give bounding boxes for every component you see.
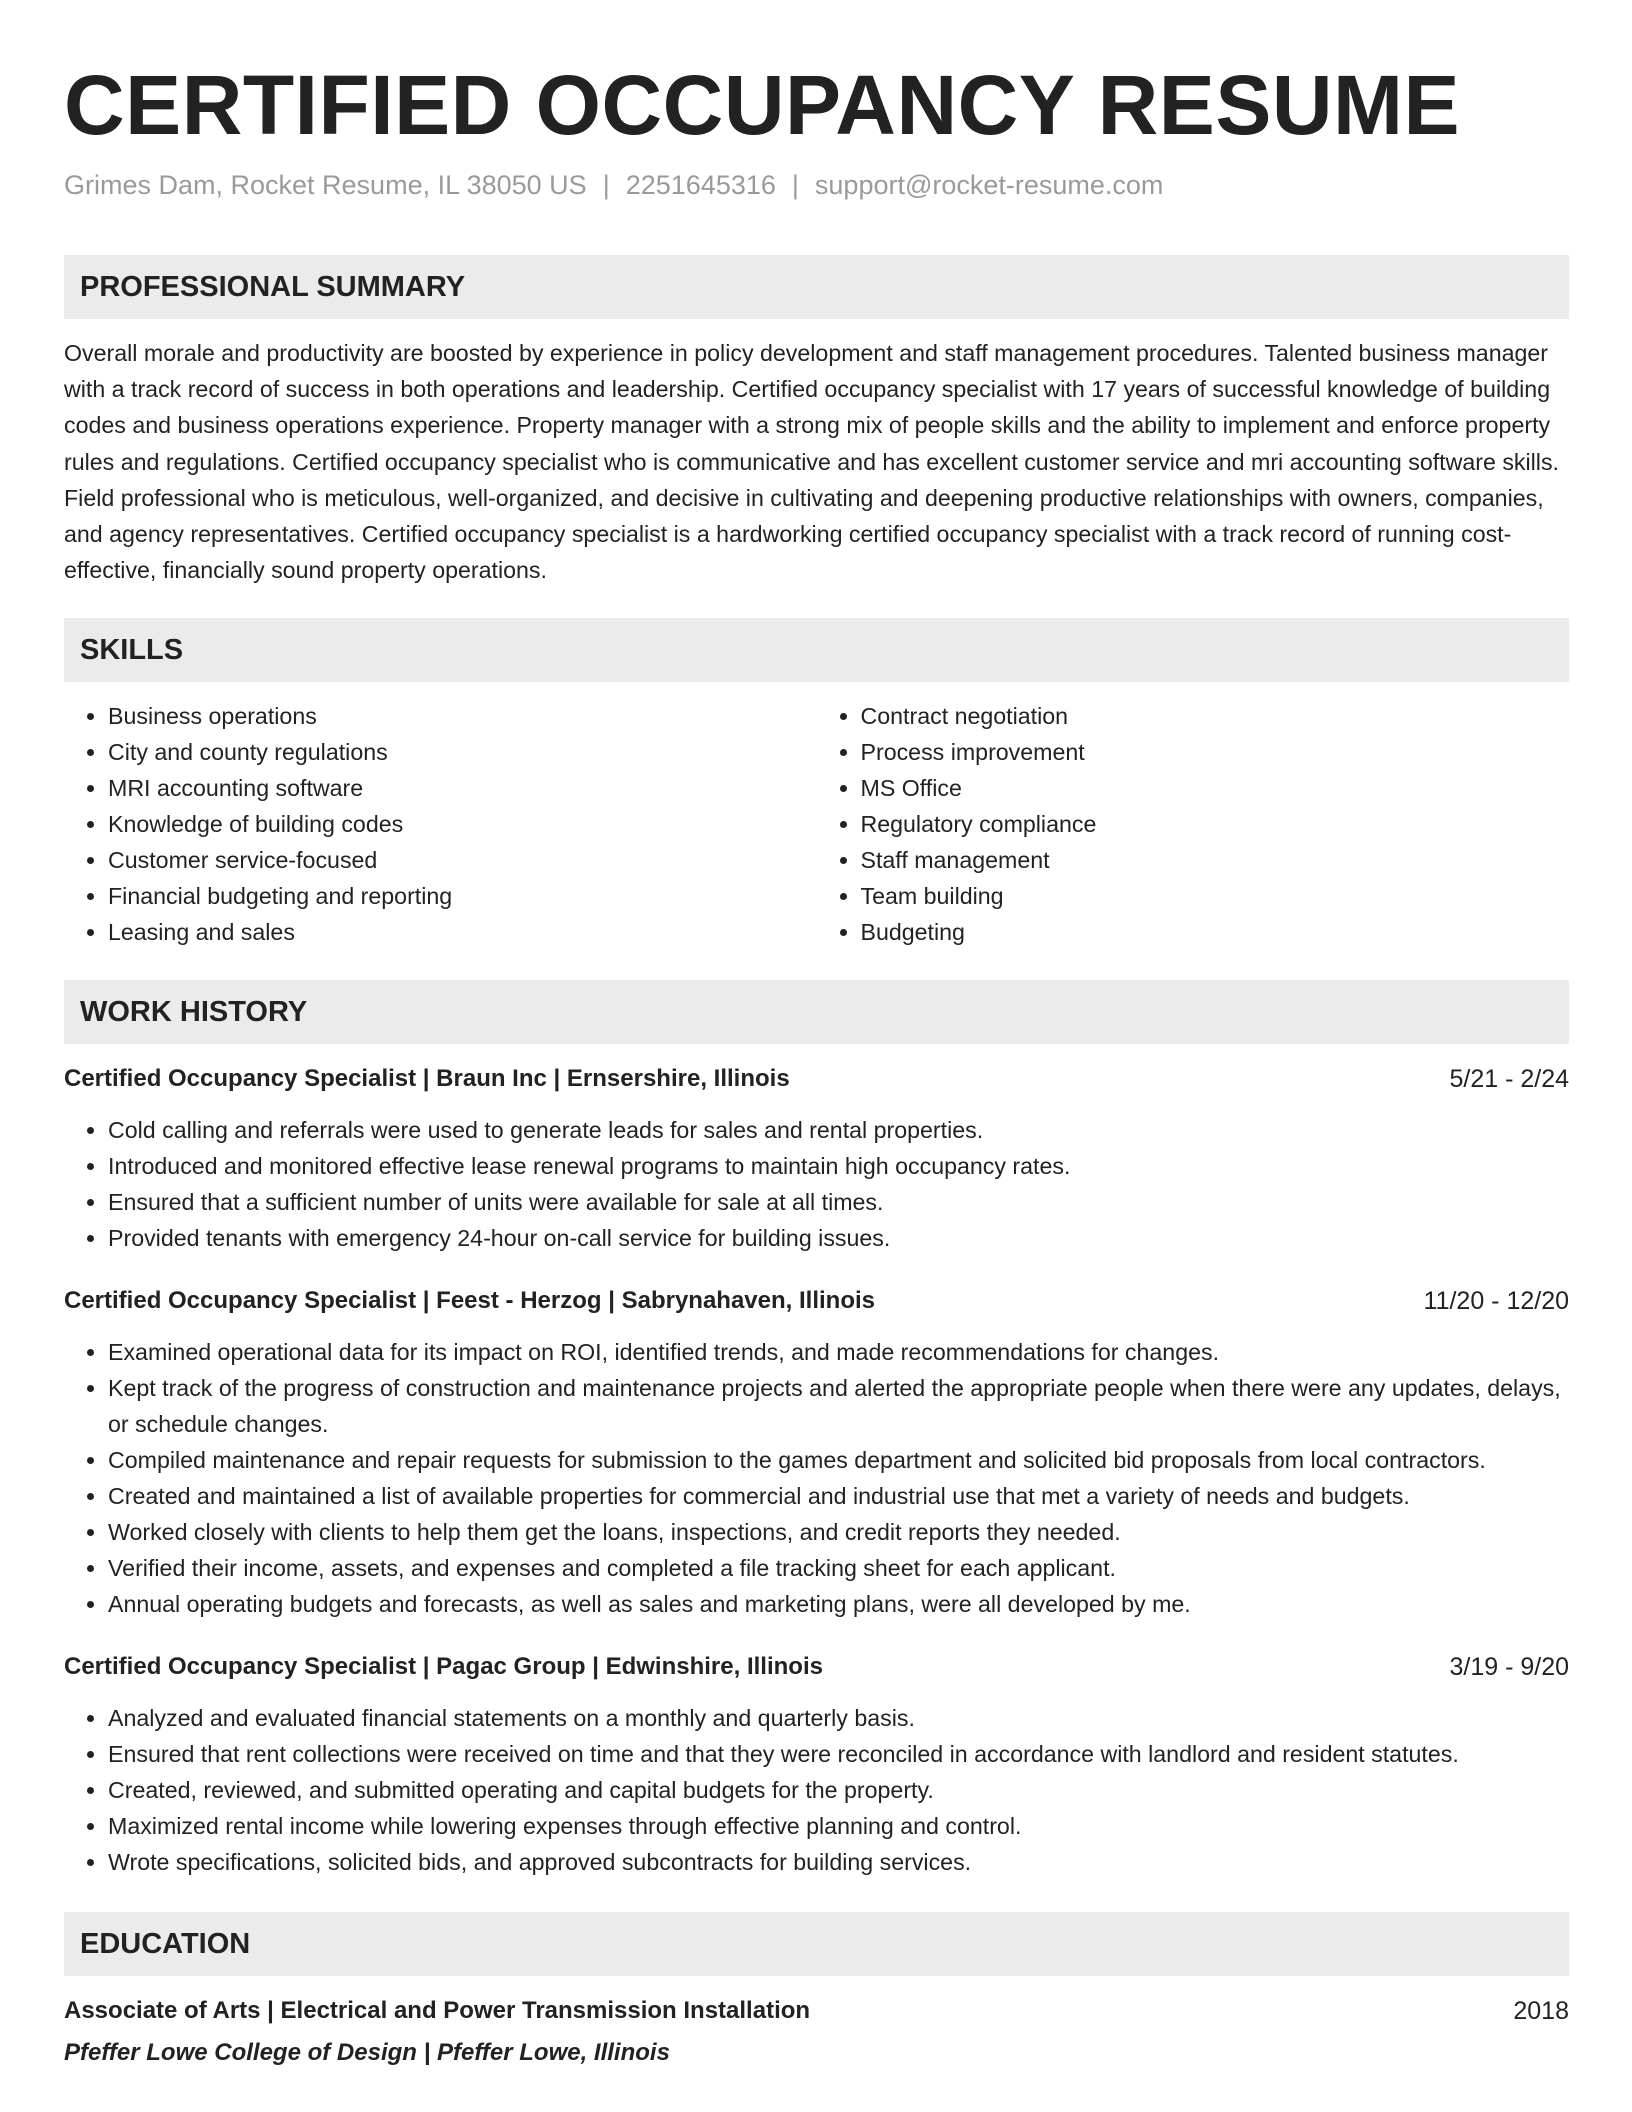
summary-text: Overall morale and productivity are boosted by experience in policy development and staff management procedures. Talented business manager with a track record of success in both operations and leadership. Certified occupancy specialist with 17 years of successful knowledge of building codes and business operations experience. Property manager with a strong mix of people skills and the ability to implement and enforce property rules and regulations. Certified occupancy specialist who is communicative and has excellent customer service and mri accounting software skills. Field professional who is meticulous, well-organized, and decisive in cultivating and deepening productive relationships with owners, companies, and agency representatives. Certified occupancy specialist is a hardworking certified occupancy specialist with a track record of running cost-effective, financially sound property operations.	[64, 340, 1559, 584]
job-entry	[64, 1062, 1569, 1256]
skill-item: • MS Office	[861, 770, 1570, 806]
skill-item: • Team building	[861, 878, 1570, 914]
job-bullet: • Examined operational data for its impact on ROI, identified trends, and made recommendations for changes.	[108, 1334, 1569, 1370]
contact-separator: |	[602, 170, 610, 200]
contact-email: support@rocket-resume.com	[814, 170, 1164, 200]
job-bullet: • Ensured that rent collections were received on time and that they were reconciled in accordance with landlord and resident statutes.	[108, 1736, 1569, 1772]
job-header	[64, 1062, 1569, 1096]
job-dates: 11/20 - 12/20	[1423, 1287, 1569, 1316]
resume-page	[64, 0, 1569, 2070]
section-heading-skills: SKILLS	[64, 618, 1569, 682]
skill-item: • Contract negotiation	[861, 698, 1570, 734]
skill-item: • Knowledge of building codes	[108, 806, 817, 842]
skill-item: • Business operations	[108, 698, 817, 734]
education-header	[64, 1994, 1569, 2028]
job-bullet: • Created and maintained a list of available properties for commercial and industrial use that met a variety of needs and budgets.	[108, 1478, 1569, 1514]
job-bullet: • Worked closely with clients to help them get the loans, inspections, and credit reports they needed.	[108, 1514, 1569, 1550]
skill-item: • Regulatory compliance	[861, 806, 1570, 842]
job-title: Certified Occupancy Specialist | Feest - Herzog | Sabrynahaven, Illinois	[64, 1287, 876, 1315]
job-bullet: • Ensured that a sufficient number of units were available for sale at all times.	[108, 1184, 1569, 1220]
skill-item: • Leasing and sales	[108, 914, 817, 950]
job-bullet: • Provided tenants with emergency 24-hour on-call service for building issues.	[108, 1220, 1569, 1256]
skill-item: • Customer service-focused	[108, 842, 817, 878]
job-bullet: • Created, reviewed, and submitted operating and capital budgets for the property.	[108, 1772, 1569, 1808]
job-bullet: • Verified their income, assets, and expenses and completed a file tracking sheet for each applicant.	[108, 1550, 1569, 1586]
job-bullet: • Annual operating budgets and forecasts, as well as sales and marketing plans, were all developed by me.	[108, 1586, 1569, 1622]
contact-address: Grimes Dam, Rocket Resume, IL 38050 US	[64, 170, 587, 200]
skills-list	[64, 698, 1569, 950]
job-title: Certified Occupancy Specialist | Braun Inc | Ernsershire, Illinois	[64, 1065, 790, 1093]
education-school: Pfeffer Lowe College of Design | Pfeffer Lowe, Illinois	[64, 2039, 670, 2067]
education-entry	[64, 1994, 1569, 2070]
skill-item: • Financial budgeting and reporting	[108, 878, 817, 914]
skill-item: • MRI accounting software	[108, 770, 817, 806]
skills-column-right	[817, 698, 1570, 950]
skill-item: • Budgeting	[861, 914, 1570, 950]
job-bullet: • Cold calling and referrals were used to generate leads for sales and rental properties.	[108, 1112, 1569, 1148]
job-bullet: • Maximized rental income while lowering expenses through effective planning and control.	[108, 1808, 1569, 1844]
job-bullets	[64, 1112, 1569, 1256]
section-heading-education: EDUCATION	[64, 1912, 1569, 1976]
education-degree: Associate of Arts | Electrical and Power Transmission Installation	[64, 1997, 811, 2025]
section-heading-work: WORK HISTORY	[64, 980, 1569, 1044]
skill-item: • City and county regulations	[108, 734, 817, 770]
job-entry	[64, 1650, 1569, 1880]
job-dates: 3/19 - 9/20	[1449, 1653, 1569, 1682]
job-dates: 5/21 - 2/24	[1449, 1065, 1569, 1094]
job-header	[64, 1650, 1569, 1684]
education-year: 2018	[1513, 1997, 1569, 2026]
job-bullets	[64, 1700, 1569, 1880]
job-bullet: • Wrote specifications, solicited bids, and approved subcontracts for building services.	[108, 1844, 1569, 1880]
resume-title: CERTIFIED OCCUPANCY RESUME	[64, 58, 1461, 152]
contact-phone: 2251645316	[625, 170, 776, 200]
job-bullet: • Analyzed and evaluated financial statements on a monthly and quarterly basis.	[108, 1700, 1569, 1736]
skill-item: • Process improvement	[861, 734, 1570, 770]
job-bullet: • Introduced and monitored effective lease renewal programs to maintain high occupancy rates.	[108, 1148, 1569, 1184]
section-heading-summary: PROFESSIONAL SUMMARY	[64, 255, 1569, 319]
job-bullets	[64, 1334, 1569, 1622]
job-bullet: • Compiled maintenance and repair requests for submission to the games department and solicited bid proposals from local contractors.	[108, 1442, 1569, 1478]
job-title: Certified Occupancy Specialist | Pagac Group | Edwinshire, Illinois	[64, 1653, 823, 1681]
job-entry	[64, 1284, 1569, 1622]
job-bullet: • Kept track of the progress of construction and maintenance projects and alerted the appropriate people when there were any updates, delays, or schedule changes.	[108, 1370, 1569, 1442]
contact-line	[64, 167, 1569, 203]
skill-item: • Staff management	[861, 842, 1570, 878]
skills-column-left	[64, 698, 817, 950]
contact-separator: |	[791, 170, 799, 200]
job-header	[64, 1284, 1569, 1318]
